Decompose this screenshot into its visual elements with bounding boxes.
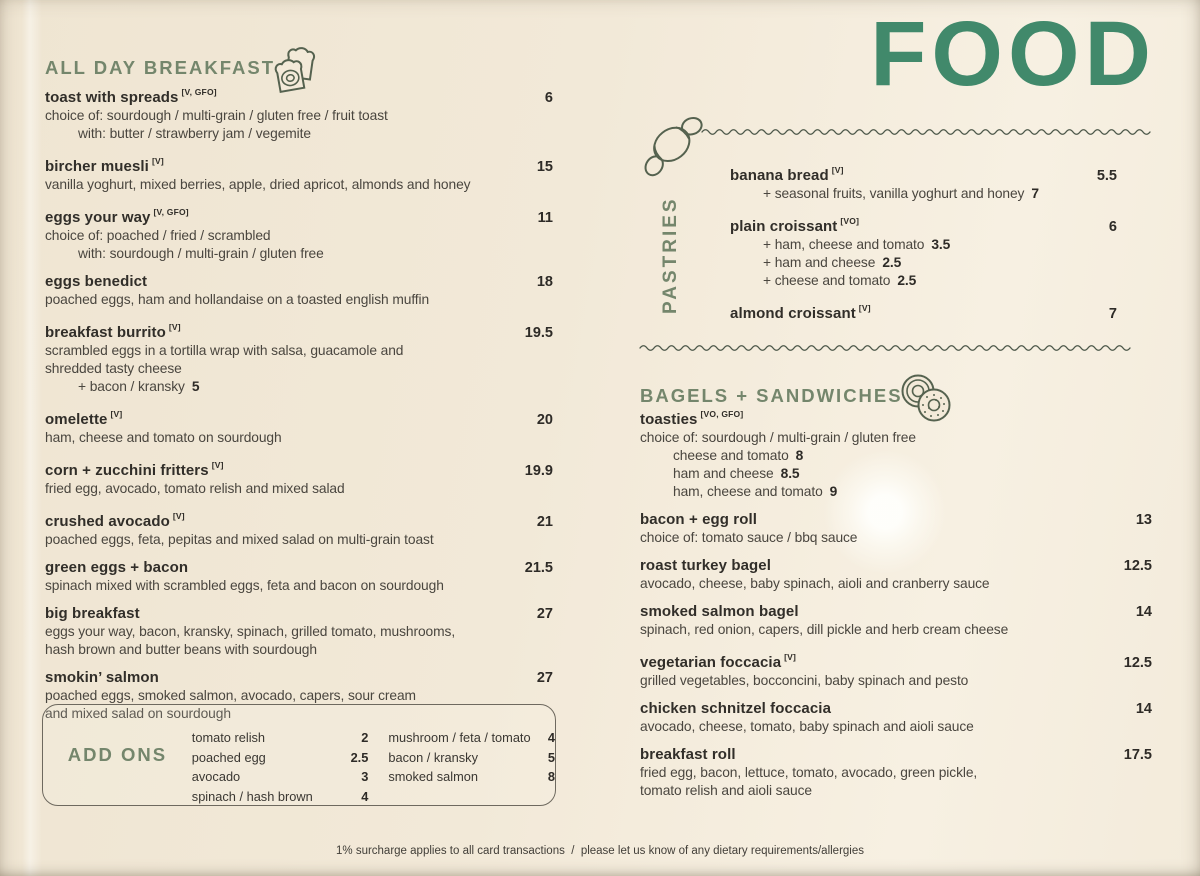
dietary-tag: [V]: [110, 409, 123, 419]
item-description: ham and cheese 8.5: [673, 466, 800, 481]
item-name: smoked salmon bagel: [640, 603, 799, 620]
addon-name: smoked salmon: [388, 769, 478, 784]
addon-name: avocado: [191, 769, 241, 784]
item-price: 12.5: [1123, 655, 1152, 671]
croissant-icon: [628, 100, 718, 192]
item-name: eggs your way [V, GFO]: [45, 207, 189, 226]
menu-item-row: [640, 557, 1152, 575]
pastries-section: [730, 162, 1117, 333]
item-description: fried egg, avocado, tomato relish and mixed salad: [45, 481, 345, 496]
item-description: choice of: tomato sauce / bbq sauce: [640, 530, 858, 545]
item-description: with: butter / strawberry jam / vegemite: [78, 126, 311, 141]
item-price: 6: [1108, 219, 1117, 235]
breakfast-section: [45, 84, 553, 733]
menu-item-row: [45, 508, 553, 531]
item-name: green eggs + bacon: [45, 559, 189, 576]
item-description: choice of: poached / fried / scrambled: [45, 228, 271, 243]
menu-item: [45, 508, 553, 549]
item-description: choice of: sourdough / multi-grain / gluten free: [640, 430, 916, 445]
menu-item: [45, 559, 553, 595]
item-description: + cheese and tomato 2.5: [763, 273, 917, 288]
item-price: 19.9: [524, 463, 553, 479]
option-price: 7: [1031, 186, 1039, 201]
item-name: almond croissant [V]: [730, 303, 871, 322]
addon-name: poached egg: [191, 749, 266, 765]
menu-item: [45, 204, 553, 263]
menu-item-row: [640, 603, 1152, 621]
item-price: 13: [1135, 512, 1152, 528]
menu-item: [640, 511, 1152, 547]
dietary-tag: [V]: [831, 165, 844, 175]
menu-item-row: [45, 457, 553, 480]
menu-item-row: [730, 300, 1117, 323]
item-description: tomato relish and aioli sauce: [640, 783, 812, 798]
menu-item-row: [730, 162, 1117, 185]
item-price: 7: [1108, 306, 1117, 322]
dietary-tag: [VO, GFO]: [700, 409, 744, 419]
item-description: + bacon / kransky 5: [78, 379, 200, 394]
item-description: and mixed salad on sourdough: [45, 706, 231, 721]
item-name: plain croissant [VO]: [730, 216, 860, 235]
menu-item-row: [640, 511, 1152, 529]
dietary-tag: [V]: [172, 511, 185, 521]
footer-note: 1% surcharge applies to all card transactions / please let us know of any dietary requirements/allergies: [336, 845, 864, 857]
menu-item: [45, 605, 553, 659]
addon-row: [192, 728, 369, 748]
menu-item: [640, 700, 1152, 736]
addon-row: [192, 767, 369, 787]
item-description: poached eggs, smoked salmon, avocado, capers, sour cream: [45, 688, 416, 703]
menu-item-row: [640, 700, 1152, 718]
menu-item: [45, 457, 553, 498]
item-name: toasties [VO, GFO]: [640, 409, 744, 428]
menu-item-row: [45, 273, 553, 291]
addon-row: [192, 748, 369, 768]
menu-item-row: [730, 213, 1117, 236]
addons-heading: ADD ONS: [67, 744, 168, 765]
dietary-tag: [V]: [211, 460, 224, 470]
addon-row: [192, 787, 369, 807]
item-description: vanilla yoghurt, mixed berries, apple, dried apricot, almonds and honey: [45, 177, 471, 192]
item-description: + ham, cheese and tomato 3.5: [763, 237, 951, 252]
dietary-tag: [V, GFO]: [153, 207, 189, 217]
addon-price: 2: [361, 730, 369, 745]
item-name: corn + zucchini fritters [V]: [45, 460, 224, 479]
item-description: shredded tasty cheese: [45, 361, 182, 376]
addons-box: [42, 704, 556, 806]
item-price: 20: [536, 412, 553, 428]
item-price: 17.5: [1123, 747, 1152, 763]
addons-column-1: [192, 705, 369, 805]
item-name: bacon + egg roll: [640, 511, 758, 528]
menu-item: [45, 84, 553, 143]
item-description: + seasonal fruits, vanilla yoghurt and honey 7: [763, 186, 1039, 201]
dietary-tag: [V]: [784, 652, 797, 662]
item-price: 19.5: [524, 325, 553, 341]
item-price: 5.5: [1096, 168, 1117, 184]
menu-item-row: [640, 406, 1152, 429]
menu-item: [640, 649, 1152, 690]
item-description: avocado, cheese, tomato, baby spinach and aioli sauce: [640, 719, 974, 734]
item-name: chicken schnitzel foccacia: [640, 700, 832, 717]
menu-item: [730, 213, 1117, 290]
breakfast-heading: ALL DAY BREAKFAST: [45, 57, 275, 78]
item-description: ham, cheese and tomato on sourdough: [45, 430, 282, 445]
addons-column-2: [388, 705, 555, 805]
item-price: 18: [536, 274, 553, 290]
menu-item: [730, 162, 1117, 203]
page-title: FOOD: [870, 3, 1156, 105]
item-name: breakfast roll: [640, 746, 736, 763]
item-description: cheese and tomato 8: [673, 448, 804, 463]
item-description: spinach, red onion, capers, dill pickle and herb cream cheese: [640, 622, 1009, 637]
addon-name: spinach / hash brown: [191, 788, 313, 804]
item-name: big breakfast: [45, 605, 140, 622]
item-name: eggs benedict: [45, 273, 148, 290]
option-price: 2.5: [882, 255, 902, 270]
addon-price: 3: [361, 769, 369, 784]
menu-item-row: [640, 746, 1152, 764]
dietary-tag: [V]: [858, 303, 871, 313]
item-price: 11: [537, 210, 553, 226]
addon-row: [388, 748, 555, 768]
item-description: spinach mixed with scrambled eggs, feta and bacon on sourdough: [45, 578, 444, 593]
item-description: grilled vegetables, bocconcini, baby spinach and pesto: [640, 673, 969, 688]
menu-item: [45, 153, 553, 194]
menu-item-row: [45, 319, 553, 342]
menu-item: [640, 603, 1152, 639]
menu-item-row: [45, 406, 553, 429]
addon-row: [388, 767, 555, 787]
item-name: crushed avocado [V]: [45, 511, 185, 530]
item-description: with: sourdough / multi-grain / gluten free: [78, 246, 324, 261]
menu-item: [730, 300, 1117, 323]
item-description: eggs your way, bacon, kransky, spinach, grilled tomato, mushrooms,: [45, 624, 456, 639]
dietary-tag: [V]: [168, 322, 181, 332]
addon-price: 2.5: [350, 749, 369, 765]
item-description: avocado, cheese, baby spinach, aioli and cranberry sauce: [640, 576, 990, 591]
option-price: 8: [795, 448, 804, 463]
dietary-tag: [V, GFO]: [181, 87, 217, 97]
addon-row: [388, 728, 555, 748]
option-price: 5: [191, 379, 200, 394]
item-name: omelette [V]: [45, 409, 123, 428]
item-price: 14: [1135, 604, 1152, 620]
item-name: bircher muesli [V]: [45, 156, 164, 175]
menu-item-row: [45, 605, 553, 623]
item-description: hash brown and butter beans with sourdough: [45, 642, 317, 657]
addon-price: 4: [361, 788, 369, 804]
bagels-heading: BAGELS + SANDWICHES: [640, 385, 903, 406]
item-name: vegetarian foccacia [V]: [640, 652, 797, 671]
menu-item: [45, 406, 553, 447]
item-name: roast turkey bagel: [640, 557, 772, 574]
item-price: 6: [544, 90, 553, 106]
addon-price: 8: [547, 769, 555, 784]
wavy-divider-top: [700, 124, 1150, 138]
menu-item-row: [45, 204, 553, 227]
dietary-tag: [VO]: [840, 216, 860, 226]
option-price: 3.5: [931, 237, 951, 252]
item-description: poached eggs, ham and hollandaise on a toasted english muffin: [45, 292, 430, 307]
menu-item: [640, 746, 1152, 800]
item-price: 21: [536, 514, 553, 530]
item-price: 21.5: [524, 560, 553, 576]
item-description: poached eggs, feta, pepitas and mixed salad on multi-grain toast: [45, 532, 434, 547]
menu-item: [640, 557, 1152, 593]
item-description: scrambled eggs in a tortilla wrap with salsa, guacamole and: [45, 343, 404, 358]
item-price: 27: [536, 606, 553, 622]
item-name: smokin’ salmon: [45, 669, 159, 686]
menu-item-row: [45, 153, 553, 176]
item-name: breakfast burrito [V]: [45, 322, 181, 341]
addon-price: 4: [547, 730, 555, 745]
item-description: choice of: sourdough / multi-grain / gluten free / fruit toast: [45, 108, 388, 123]
addon-name: mushroom / feta / tomato: [388, 730, 531, 745]
option-price: 8.5: [780, 466, 800, 481]
addon-name: tomato relish: [191, 730, 266, 745]
dietary-tag: [V]: [151, 156, 164, 166]
item-name: toast with spreads [V, GFO]: [45, 87, 217, 106]
item-name: banana bread [V]: [730, 165, 844, 184]
menu-item-row: [640, 649, 1152, 672]
option-price: 9: [829, 484, 838, 499]
item-price: 14: [1135, 701, 1152, 717]
item-price: 15: [536, 159, 553, 175]
item-price: 27: [536, 670, 553, 686]
pastries-heading: PASTRIES: [660, 196, 681, 314]
wavy-divider-bottom: [638, 340, 1133, 354]
item-description: fried egg, bacon, lettuce, tomato, avocado, green pickle,: [640, 765, 978, 780]
option-price: 2.5: [897, 273, 917, 288]
bagels-section: [640, 406, 1152, 810]
menu-item-row: [45, 84, 553, 107]
item-price: 12.5: [1123, 558, 1152, 574]
addon-name: bacon / kransky: [388, 749, 478, 765]
menu-item-row: [45, 669, 553, 687]
menu-item-row: [45, 559, 553, 577]
item-description: + ham and cheese 2.5: [763, 255, 902, 270]
item-description: ham, cheese and tomato 9: [673, 484, 838, 499]
addon-price: 5: [547, 749, 555, 765]
menu-item: [45, 273, 553, 309]
menu-item: [45, 319, 553, 396]
menu-item: [640, 406, 1152, 501]
